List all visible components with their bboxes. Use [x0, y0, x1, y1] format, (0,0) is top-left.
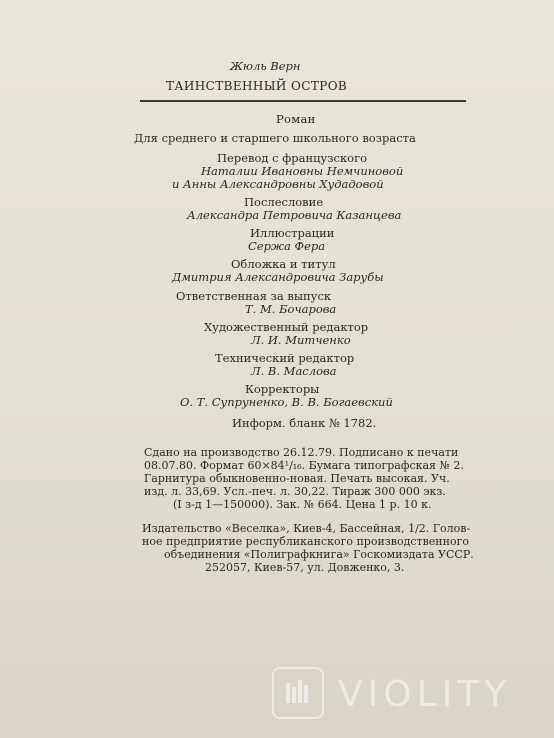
publisher-line: ное предприятие республиканского производственного	[142, 535, 469, 548]
publisher-line: 252057, Киев-57, ул. Довженко, 3.	[205, 561, 405, 574]
credit-role-art-editor: Художественный редактор	[204, 320, 369, 334]
credit-name-translation-1: Наталии Ивановны Немчиновой	[201, 164, 404, 178]
imprint-line: изд. л. 33,69. Усл.-печ. л. 30,22. Тираж 300 000 экз.	[144, 485, 446, 498]
credit-name-afterword: Александра Петровича Казанцева	[187, 208, 402, 222]
publisher-line: Издательство «Веселка», Киев-4, Бассейная, 1/2. Голов-	[142, 522, 471, 535]
credit-role-release: Ответственная за выпуск	[176, 289, 332, 303]
violity-logo-icon	[272, 667, 324, 719]
imprint-line: (I з-д 1—150000). Зак. № 664. Цена 1 р. 10 к.	[173, 498, 432, 511]
credit-name-release: Т. М. Бочарова	[245, 302, 337, 316]
title-rule	[140, 100, 466, 102]
watermark-text: VIOLITY	[338, 674, 512, 715]
credit-name-translation-2: и Анны Александровны Худадовой	[172, 177, 384, 191]
imprint-line: Сдано на производство 26.12.79. Подписано к печати	[144, 446, 459, 459]
book-title: ТАИНСТВЕННЫЙ ОСТРОВ	[166, 79, 348, 93]
credit-name-proofreaders: О. Т. Супруненко, В. В. Богаевский	[180, 395, 393, 409]
genre-label: Роман	[276, 112, 316, 126]
credit-name-cover: Дмитрия Александровича Зарубы	[172, 270, 384, 284]
credit-role-cover: Обложка и титул	[231, 257, 336, 271]
credit-role-tech-editor: Технический редактор	[215, 351, 355, 365]
credit-role-translation: Перевод с французского	[217, 151, 368, 165]
imprint-line: Гарнитура обыкновенно-новая. Печать высокая. Уч.	[144, 472, 450, 485]
author-name: Жюль Верн	[230, 59, 301, 73]
credit-role-afterword: Послесловие	[244, 195, 324, 209]
inform-blank: Информ. бланк № 1782.	[232, 416, 377, 430]
credit-name-art-editor: Л. И. Митченко	[251, 333, 351, 347]
credit-name-tech-editor: Л. В. Маслова	[251, 364, 337, 378]
credit-role-illustrations: Иллюстрации	[250, 226, 335, 240]
publisher-line: объединения «Полиграфкнига» Госкомиздата УССР.	[164, 548, 474, 561]
imprint-line: 08.07.80. Формат 60×84¹/₁₆. Бумага типографская № 2.	[144, 459, 464, 472]
credit-role-proofreaders: Корректоры	[245, 382, 320, 396]
audience-label: Для среднего и старшего школьного возраста	[134, 131, 416, 145]
credit-name-illustrations: Сержа Фера	[248, 239, 326, 253]
